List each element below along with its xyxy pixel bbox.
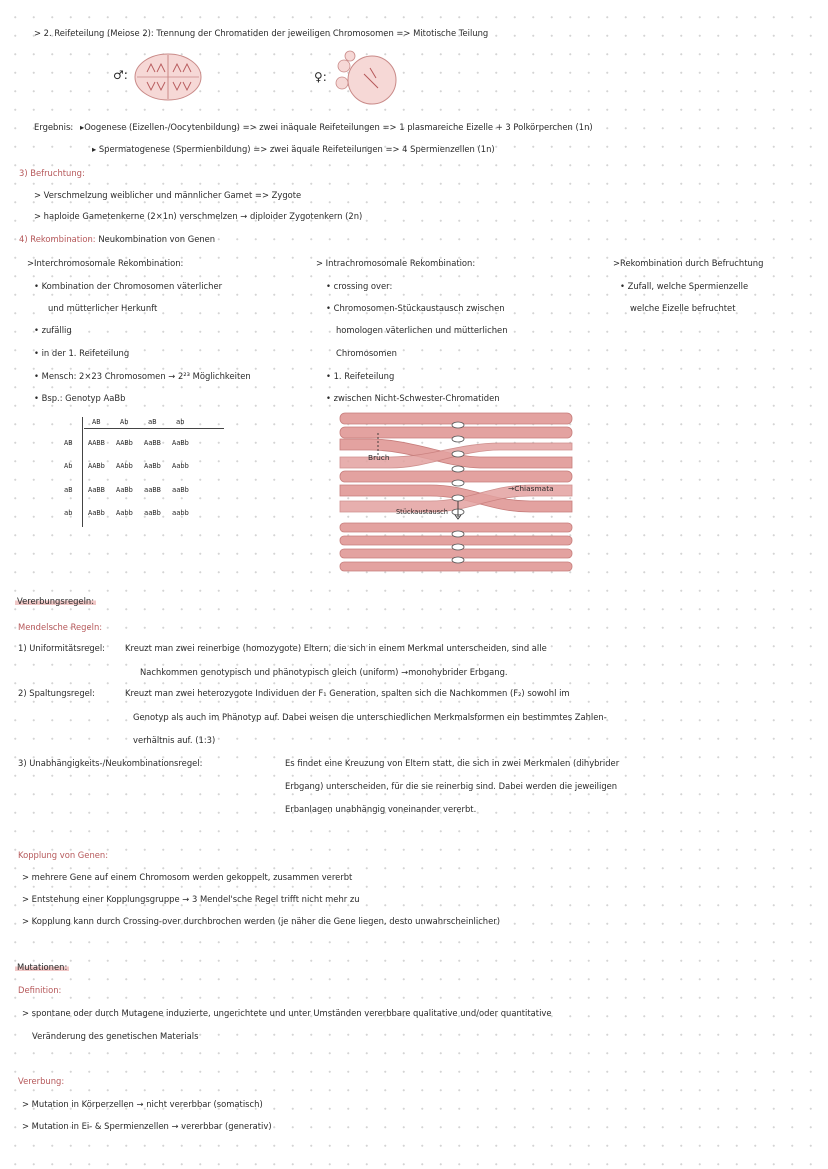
intra-line-6: • zwischen Nicht-Schwester-Chromatiden	[326, 393, 500, 403]
vererbung-label: Vererbung:	[18, 1076, 65, 1086]
ergebnis-label: Ergebnis:	[34, 122, 74, 132]
regel-2-line-c: verhältnis auf. (1:3)	[133, 735, 216, 745]
punnett-cell: AABb	[88, 462, 105, 470]
befr-line-2: welche Eizelle befruchtet	[630, 303, 736, 313]
regel-3-line-a: Es findet eine Kreuzung von Eltern statt, die sich in zwei Merkmalen (dihybrider	[285, 758, 620, 768]
punnett-cell: AaBb	[116, 486, 133, 494]
diagram-bruch-label: Bruch	[368, 453, 390, 462]
definition-label: Definition:	[18, 985, 62, 995]
punnett-head-3: aB	[148, 418, 157, 426]
intra-line-3: homologen väterlichen und mütterlichen	[336, 325, 508, 335]
kopplung-line-1: > mehrere Gene auf einem Chromosom werden gekoppelt, zusammen vererbt	[22, 872, 353, 882]
punnett-cell: aaBb	[172, 486, 189, 494]
female-symbol: ♀:	[314, 70, 327, 84]
punnett-cell: AaBB	[144, 439, 161, 447]
punnett-cell: AaBb	[88, 509, 105, 517]
meiose-line: > 2. Reifeteilung (Meiose 2): Trennung der Chromatiden der jeweiligen Chromosomen => Mitotische Teilung	[34, 28, 489, 38]
punnett-table	[60, 413, 230, 523]
befruchtung-heading: 3) Befruchtung:	[19, 168, 85, 178]
punnett-cell: AAbb	[116, 462, 133, 470]
rekombination-heading: 4) Rekombination: Neukombination von Genen	[19, 234, 216, 244]
befr-line-1: • Zufall, welche Spermienzelle	[620, 281, 749, 291]
kopplung-line-2: > Entstehung einer Kopplungsgruppe → 3 Mendel'sche Regel trifft nicht mehr zu	[22, 894, 360, 904]
mutationen-heading-text: Mutationen:	[17, 962, 68, 972]
punnett-cell: aaBB	[144, 486, 161, 494]
punnett-row-label: ab	[64, 509, 73, 517]
befruchtung-line-1: > Verschmelzung weiblicher und männlicher Gamet => Zygote	[34, 190, 302, 200]
inter-line-4: • in der 1. Reifeteilung	[34, 348, 130, 358]
inter-line-6: • Bsp.: Genotyp AaBb	[34, 393, 126, 403]
punnett-cell: AABB	[88, 439, 105, 447]
regel-2-line-a: Kreuzt man zwei heterozygote Individuen der F₁ Generation, spalten sich die Nachkommen (F₂) sowohl im	[125, 688, 570, 698]
inter-line-1: • Kombination der Chromosomen väterlicher	[34, 281, 223, 291]
cell-male-drawing	[133, 52, 203, 102]
mutationen-heading	[15, 962, 69, 973]
cell-female-drawing	[332, 50, 404, 104]
punnett-cell: AaBb	[144, 462, 161, 470]
regel-2-line-b: Genotyp als auch im Phänotyp auf. Dabei weisen die unterschiedlichen Merkmalsformen ein bestimmtes Zahlen-	[133, 712, 607, 722]
intra-line-4: Chromosomen	[336, 348, 397, 358]
punnett-cell: aabb	[172, 509, 189, 517]
male-symbol: ♂:	[113, 68, 128, 82]
befr-title: >Rekombination durch Befruchtung	[613, 258, 764, 268]
regel-2-label: 2) Spaltungsregel:	[18, 688, 95, 698]
kopplung-line-3: > Kopplung kann durch Crossing-over durchbrochen werden (je näher die Gene liegen, desto unwahrscheinlicher)	[22, 916, 500, 926]
punnett-cell: AaBb	[172, 439, 189, 447]
intra-title: > Intrachromosomale Rekombination:	[316, 258, 476, 268]
mutation-vererbung-line-2: > Mutation in Ei- & Spermienzellen → vererbbar (generativ)	[22, 1121, 272, 1131]
vererbung-heading	[15, 596, 96, 607]
punnett-head-2: Ab	[120, 418, 129, 426]
punnett-cell: AaBB	[88, 486, 105, 494]
punnett-row-label: AB	[64, 439, 73, 447]
vererbung-heading-text: Vererbungsregeln:	[17, 596, 95, 606]
befruchtung-line-2: > haploide Gametenkerne (2×1n) verschmelzen → diploider Zygotenkern (2n)	[34, 211, 363, 221]
punnett-cell: Aabb	[172, 462, 189, 470]
diagram-chiasmata-label: →Chiasmata	[508, 484, 554, 493]
ergebnis-oogenese: ▸Oogenese (Eizellen-/Oocytenbildung) => zwei inäquale Reifeteilungen => 1 plasmareiche Eizelle + 3 Polkörperchen (1n)	[80, 122, 593, 132]
punnett-cell: Aabb	[116, 509, 133, 517]
punnett-head-4: ab	[176, 418, 185, 426]
regel-1-line-b: Nachkommen genotypisch und phänotypisch gleich (uniform) →monohybrider Erbgang.	[140, 667, 508, 677]
definition-line-b: Veränderung des genetischen Materials	[32, 1031, 199, 1041]
regel-1-label: 1) Uniformitätsregel:	[18, 643, 105, 653]
punnett-head-1: AB	[92, 418, 101, 426]
intra-line-5: • 1. Reifeteilung	[326, 371, 395, 381]
regel-3-line-b: Erbgang) unterscheiden, für die sie reinerbig sind. Dabei werden die jeweiligen	[285, 781, 618, 791]
punnett-row-label: aB	[64, 486, 73, 494]
inter-line-2: und mütterlicher Herkunft	[48, 303, 158, 313]
inter-line-5: • Mensch: 2×23 Chromosomen → 2²³ Möglichkeiten	[34, 371, 251, 381]
mutation-vererbung-line-1: > Mutation in Körperzellen → nicht vererbbar (somatisch)	[22, 1099, 263, 1109]
intra-line-2: • Chromosomen-Stückaustausch zwischen	[326, 303, 505, 313]
regel-3-label: 3) Unabhängigkeits-/Neukombinationsregel:	[18, 758, 203, 768]
diagram-stueck-label: Stückaustausch	[396, 508, 448, 516]
punnett-cell: aaBb	[144, 509, 161, 517]
inter-line-3: • zufällig	[34, 325, 72, 335]
regel-3-line-c: Erbanlagen unabhängig voneinander vererbt.	[285, 804, 477, 814]
kopplung-heading: Kopplung von Genen:	[18, 850, 109, 860]
definition-line-a: > spontane oder durch Mutagene induzierte, ungerichtete und unter Umständen vererbbare qualitative und/oder quantitative	[22, 1008, 552, 1018]
ergebnis-spermatogenese: ▸ Spermatogenese (Spermienbildung) => zwei äquale Reifeteilungen => 4 Spermienzellen (1n)	[92, 144, 495, 154]
punnett-row-label: Ab	[64, 462, 73, 470]
regel-1-line-a: Kreuzt man zwei reinerbige (homozygote) Eltern, die sich in einem Merkmal unterscheiden, sind alle	[125, 643, 547, 653]
inter-title: >Interchromosomale Rekombination:	[27, 258, 184, 268]
mendel-heading: Mendelsche Regeln:	[18, 622, 103, 632]
intra-line-1: • crossing over:	[326, 281, 393, 291]
punnett-cell: AABb	[116, 439, 133, 447]
